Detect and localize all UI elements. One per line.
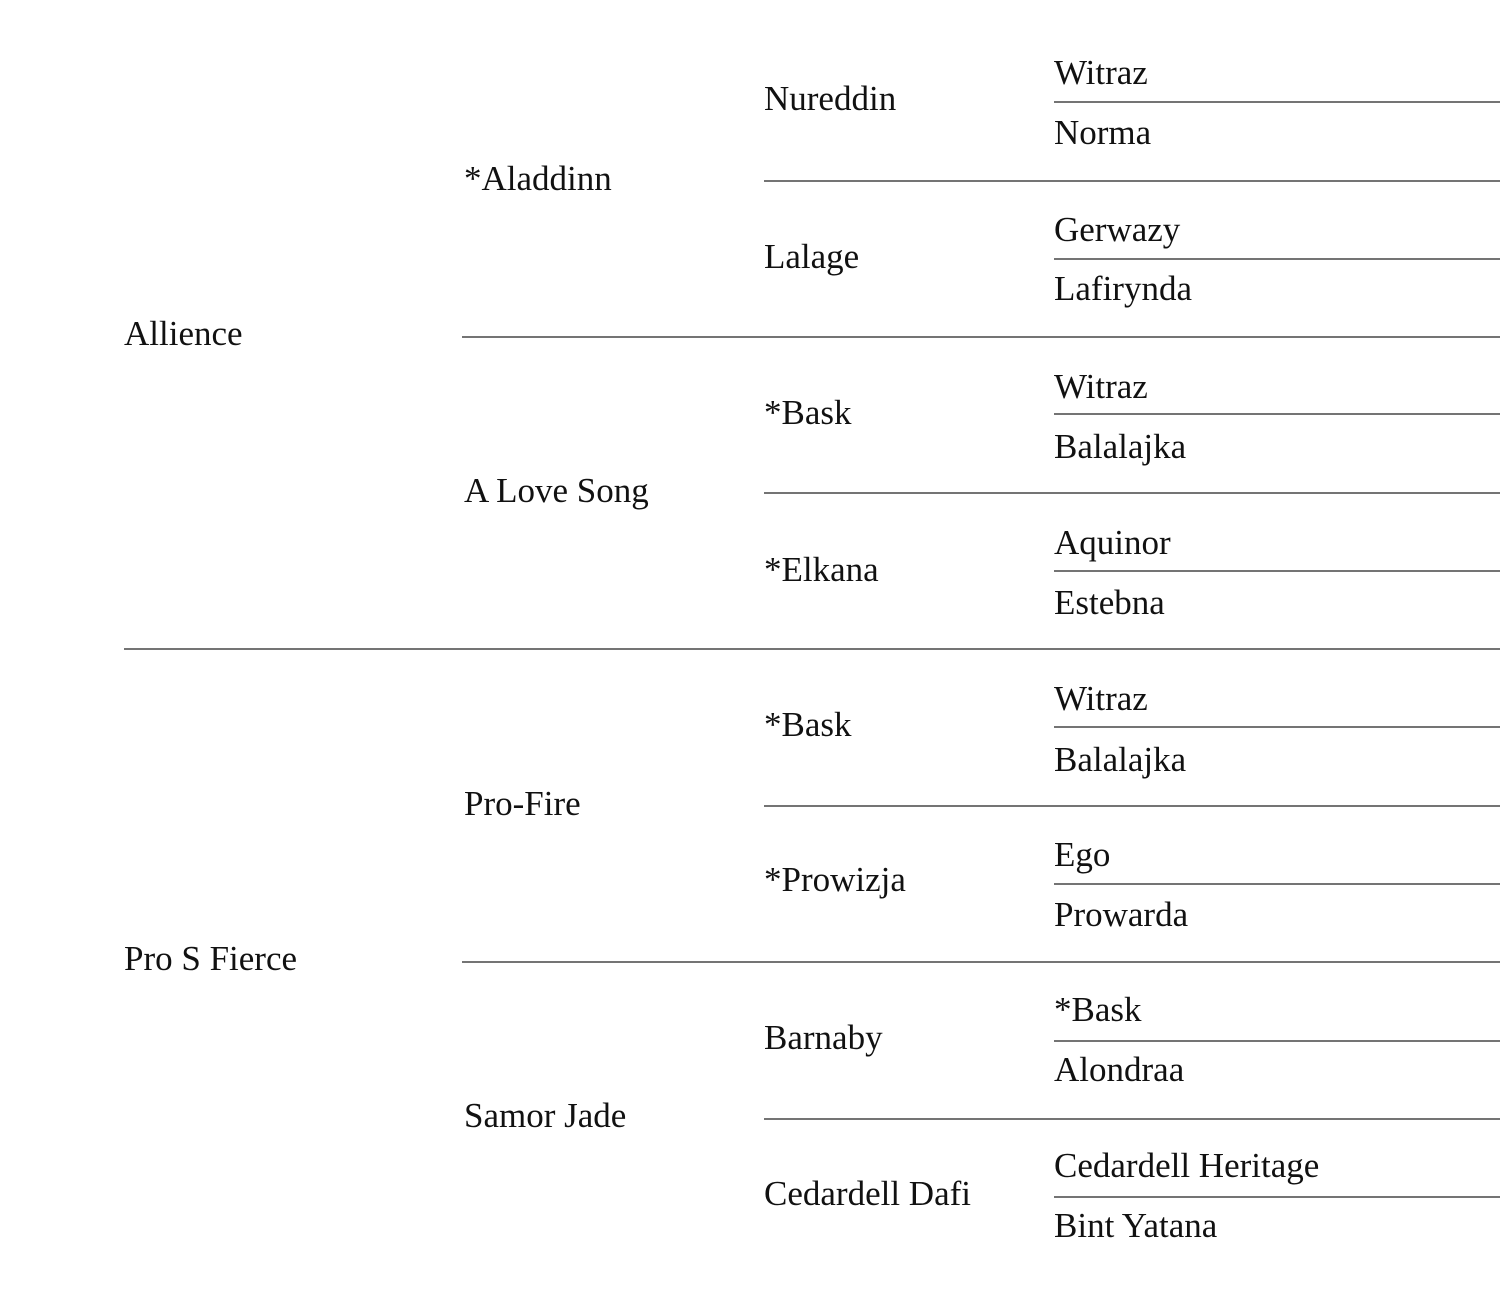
gen4-name-3: Gerwazy xyxy=(1054,210,1181,249)
gen3-name-4: *Elkana xyxy=(764,550,879,589)
gen4-name-8: Estebna xyxy=(1054,583,1165,622)
gen3-name-2: Lalage xyxy=(764,237,860,276)
gen4-name-16: Bint Yatana xyxy=(1054,1206,1218,1245)
gen4-name-12: Prowarda xyxy=(1054,895,1189,934)
gen2-sire-sire-name: *Aladdinn xyxy=(464,159,612,198)
gen1-sire-name: Allience xyxy=(124,314,243,353)
gen4-name-15: Cedardell Heritage xyxy=(1054,1146,1320,1185)
gen4-name-7: Aquinor xyxy=(1054,523,1171,562)
gen4-name-10: Balalajka xyxy=(1054,740,1187,779)
gen2-sire-dam-name: A Love Song xyxy=(464,471,649,510)
gen3-name-5: *Bask xyxy=(764,705,852,744)
gen4-name-9: Witraz xyxy=(1054,679,1148,718)
gen4-name-13: *Bask xyxy=(1054,990,1142,1029)
gen4-name-6: Balalajka xyxy=(1054,427,1187,466)
gen4-name-2: Norma xyxy=(1054,113,1152,152)
gen4-name-5: Witraz xyxy=(1054,367,1148,406)
gen1-dam-name: Pro S Fierce xyxy=(124,939,298,978)
gen3-name-8: Cedardell Dafi xyxy=(764,1174,971,1213)
gen3-name-7: Barnaby xyxy=(764,1018,883,1057)
gen2-dam-sire-name: Pro-Fire xyxy=(464,784,581,823)
gen2-dam-dam-name: Samor Jade xyxy=(464,1096,627,1135)
gen4-name-11: Ego xyxy=(1054,835,1111,874)
gen3-name-1: Nureddin xyxy=(764,79,897,118)
gen3-name-3: *Bask xyxy=(764,393,852,432)
gen3-name-6: *Prowizja xyxy=(764,860,906,899)
gen4-name-14: Alondraa xyxy=(1054,1050,1185,1089)
gen4-name-4: Lafirynda xyxy=(1054,269,1192,308)
gen4-name-1: Witraz xyxy=(1054,53,1148,92)
